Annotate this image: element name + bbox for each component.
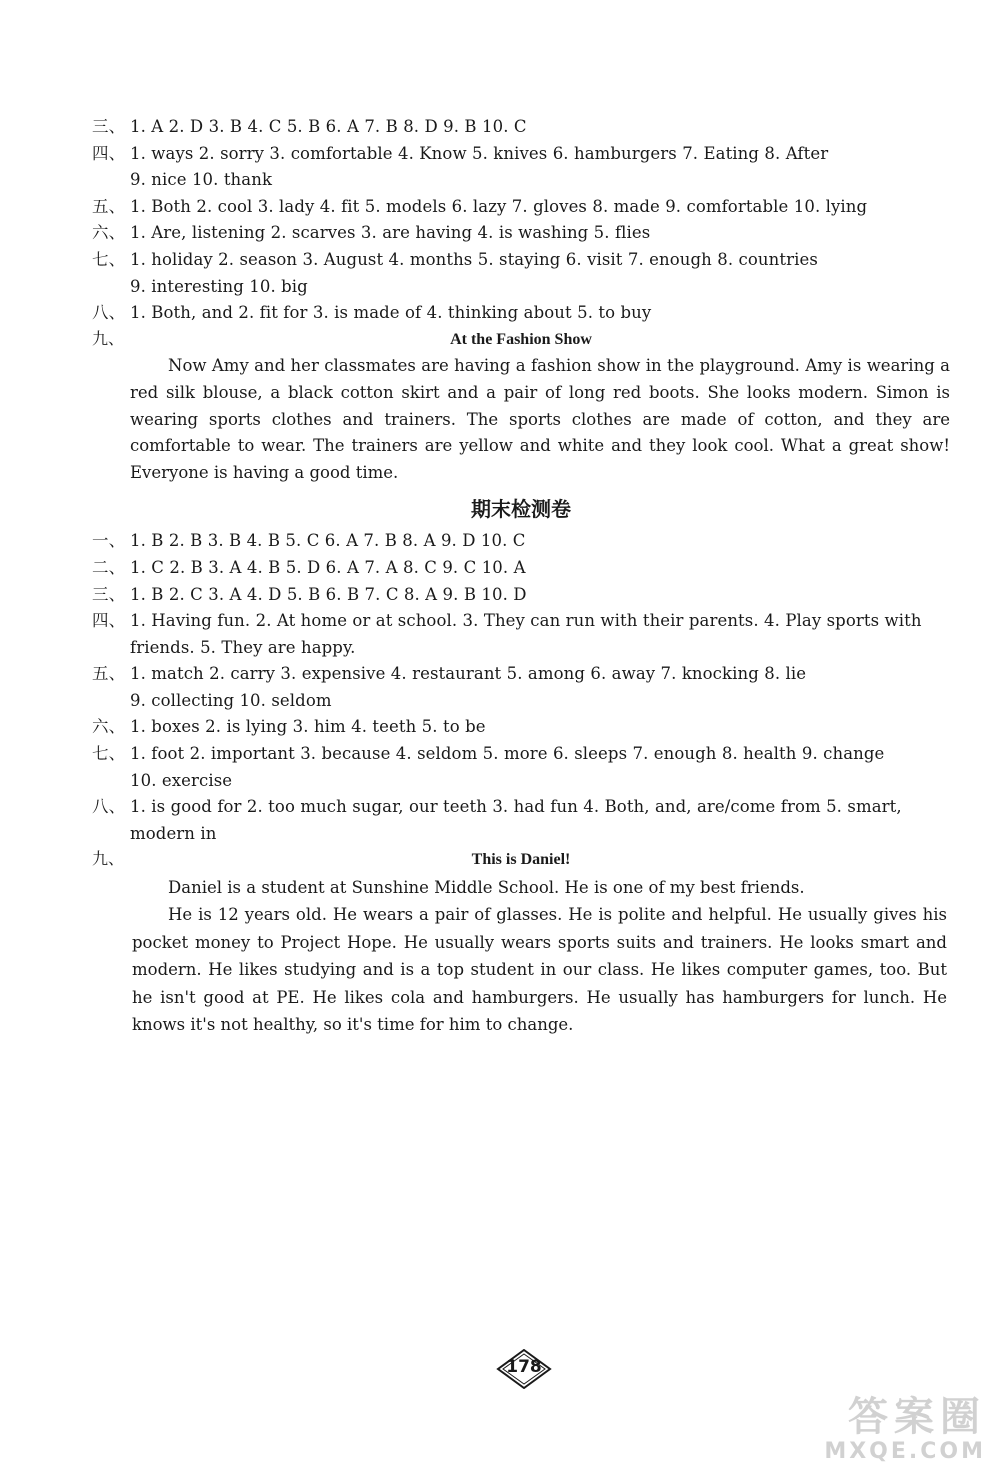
answer-item (92, 741, 950, 768)
item-answers: 1. match 2. carry 3. expensive 4. restaurant 5. among 6. away 7. knocking 8. lie (130, 664, 807, 684)
item-answers: 1. boxes 2. is lying 3. him 4. teeth 5. to be (130, 717, 486, 737)
essay-title: At the Fashion Show (450, 330, 592, 348)
item-answers: 1. holiday 2. season 3. August 4. months 5. staying 6. visit 7. enough 8. countries (130, 249, 818, 269)
item-number: 四、 (92, 611, 126, 631)
item-answers: 1. Are, listening 2. scarves 3. are having 4. is washing 5. flies (130, 223, 651, 243)
essay-paragraph-text: Daniel is a student at Sunshine Middle School. He is one of my best friends. (168, 878, 805, 898)
essay-title-row (92, 847, 950, 874)
item-number: 一、 (92, 531, 126, 551)
item-answers-continued: 9. interesting 10. big (130, 276, 308, 296)
item-number: 三、 (92, 117, 126, 136)
item-answers: 1. C 2. B 3. A 4. B 5. D 6. A 7. A 8. C 9. C 10. A (130, 557, 526, 577)
item-number: 七、 (92, 744, 126, 764)
answer-content (92, 114, 950, 1038)
item-number: 九、 (92, 851, 125, 869)
item-number: 九、 (92, 330, 125, 348)
item-number: 八、 (92, 303, 126, 323)
item-answers: 1. ways 2. sorry 3. comfortable 4. Know 5. knives 6. hamburgers 7. Eating 8. After (130, 143, 829, 163)
item-answers: 1. is good for 2. too much sugar, our teeth 3. had fun 4. Both, and, are/come from 5. smart, (130, 797, 902, 817)
item-answers: 1. Both, and 2. fit for 3. is made of 4. thinking about 5. to buy (130, 303, 652, 323)
answer-item (92, 300, 950, 327)
essay-paragraph-text: He is 12 years old. He wears a pair of glasses. He is polite and helpful. He usually gives his pocket money to Project Hope. He usually wears sports suits and trainers. He looks smart and modern. He likes studying and is a top student in our class. He likes computer games, too. But he isn't good at PE. He likes cola and hamburgers. He usually has hamburgers for lunch. He knows it's not healthy, so it's time for him to change. (132, 905, 947, 1035)
answer-item (92, 220, 950, 247)
answer-item (92, 582, 950, 609)
essay-title-row (92, 327, 950, 354)
item-answers: 1. foot 2. important 3. because 4. seldom 5. more 6. sleeps 7. enough 8. health 9. change (130, 744, 885, 764)
answer-item (92, 714, 950, 741)
watermark-site-text: MXQE.COM (824, 1439, 986, 1464)
answer-item (92, 528, 950, 555)
item-number: 五、 (92, 664, 126, 684)
item-answers: 1. Having fun. 2. At home or at school. 3. They can run with their parents. 4. Play sports with (130, 611, 922, 631)
page-number: 178 (506, 1357, 542, 1377)
answer-group-1 (92, 114, 950, 327)
answer-item (92, 247, 950, 274)
item-answers: 1. Both 2. cool 3. lady 4. fit 5. models 6. lazy 7. gloves 8. made 9. comfortable 10. lying (130, 196, 868, 216)
answer-item (92, 661, 950, 688)
essay-title: This is Daniel! (471, 851, 571, 869)
answer-item (92, 194, 950, 221)
item-number: 三、 (92, 584, 126, 604)
essay-paragraph (92, 901, 947, 1038)
essay-paragraph (92, 874, 947, 901)
item-answers-continued: friends. 5. They are happy. (130, 637, 356, 657)
item-answers-continued: 9. collecting 10. seldom (130, 690, 332, 710)
item-number: 四、 (92, 143, 126, 163)
answer-group-2 (92, 528, 950, 847)
item-answers: 1. B 2. C 3. A 4. D 5. B 6. B 7. C 8. A 9. B 10. D (130, 584, 527, 604)
item-number: 六、 (92, 223, 126, 243)
item-answers-continued: modern in (130, 823, 217, 843)
item-answers-continued: 9. nice 10. thank (130, 170, 273, 190)
watermark-logo-text: 答案圈 (848, 1394, 986, 1440)
item-number: 六、 (92, 717, 126, 737)
answer-item (92, 555, 950, 582)
page-number-badge (496, 1349, 552, 1389)
item-number: 二、 (92, 557, 126, 577)
item-answers-continued: 10. exercise (130, 770, 233, 790)
exam-heading: 期末检测卷 (471, 497, 571, 522)
watermark (770, 1385, 990, 1475)
answer-item (92, 141, 950, 168)
essay-paragraph: Now Amy and her classmates are having a fashion show in the playground. Amy is wearing a red silk blouse, a black cotton skirt and a pair of long red boots. She looks modern. Simon is wearing sports clothes and trainers. The sports clothes are made of cotton, and they are comfortable to wear. The trainers are yellow and white and they look cool. What a great show! Everyone is having a good time. (130, 356, 950, 482)
answer-item (92, 608, 950, 635)
item-number: 五、 (92, 196, 126, 216)
item-number: 七、 (92, 249, 126, 269)
item-answers: 1. A 2. D 3. B 4. C 5. B 6. A 7. B 8. D 9. B 10. C (130, 117, 527, 136)
answer-item (92, 794, 950, 821)
answer-item (92, 114, 950, 141)
item-number: 八、 (92, 797, 126, 817)
item-answers: 1. B 2. B 3. B 4. B 5. C 6. A 7. B 8. A 9. D 10. C (130, 531, 526, 551)
